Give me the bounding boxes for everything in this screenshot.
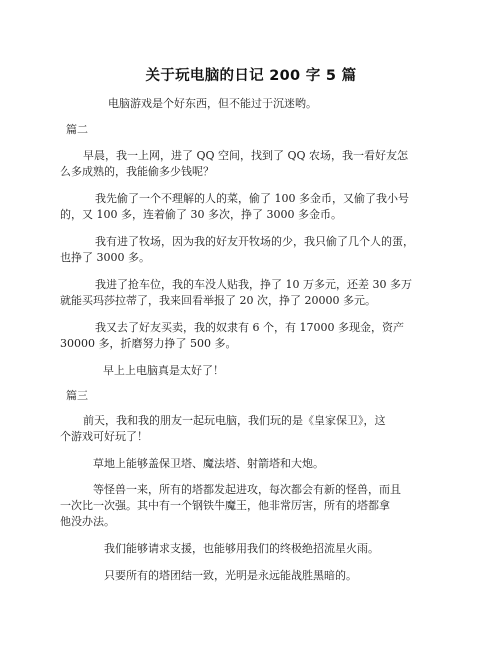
paragraph-line: 30000 多，折磨努力挣了 500 多。 [60, 337, 237, 350]
paragraph-line: 我又去了好友买卖，我的奴隶有 6 个，有 17000 多现金，资产 [95, 321, 404, 334]
paragraph-line: 只要所有的塔团结一致，光明是永远能战胜黑暗的。 [104, 569, 357, 582]
paragraph-line: 前天，我和我的朋友一起玩电脑，我们玩的是《皇家保卫》，这 [83, 414, 386, 427]
paragraph-line: 草地上能够盖保卫塔、魔法塔、射箭塔和大炮。 [93, 457, 324, 470]
paragraph-line: 就能买玛莎拉蒂了，我来回看举报了 20 次，挣了 20000 多元。 [60, 294, 376, 307]
paragraph-line: 等怪兽一来，所有的塔都发起进攻，每次都会有新的怪兽，而且 [93, 483, 401, 496]
paragraph-line: 一次比一次强。其中有一个钢铁牛魔王，他非常厉害，所有的塔都拿 [60, 499, 390, 512]
paragraph-line: 么多成熟的，我能偷多少钱呢？ [60, 165, 214, 178]
paragraph-line: 也挣了 3000 多。 [60, 251, 150, 264]
paragraph-line: 早晨，我一上网，进了 QQ 空间，找到了 QQ 农场，我一看好友怎 [83, 149, 409, 162]
paragraph-line: 个游戏可好玩了！ [60, 430, 148, 443]
paragraph-line: 的，又 100 多，连着偷了 30 多次，挣了 3000 多金币。 [60, 208, 342, 221]
section-heading: 篇二 [66, 123, 88, 136]
paragraph-line: 我进了抢车位，我的车没人贴我，挣了 10 万多元，还差 30 多万 [95, 278, 412, 291]
section-heading: 篇三 [66, 389, 88, 402]
paragraph-line: 早上上电脑真是太好了！ [103, 364, 224, 377]
paragraph-line: 他没办法。 [60, 515, 115, 528]
paragraph-line: 我有进了牧场，因为我的好友开牧场的少，我只偷了几个人的蛋， [95, 235, 414, 248]
page-title: 关于玩电脑的日记 200 字 5 篇 [145, 68, 357, 84]
paragraph-line: 我先偷了一个不理解的人的菜，偷了 100 多金币，又偷了我小号 [95, 192, 409, 205]
paragraph-line: 我们能够请求支援，也能够用我们的终极绝招流星火雨。 [104, 542, 379, 555]
intro-text: 电脑游戏是个好东西，但不能过于沉迷哟。 [108, 97, 317, 110]
